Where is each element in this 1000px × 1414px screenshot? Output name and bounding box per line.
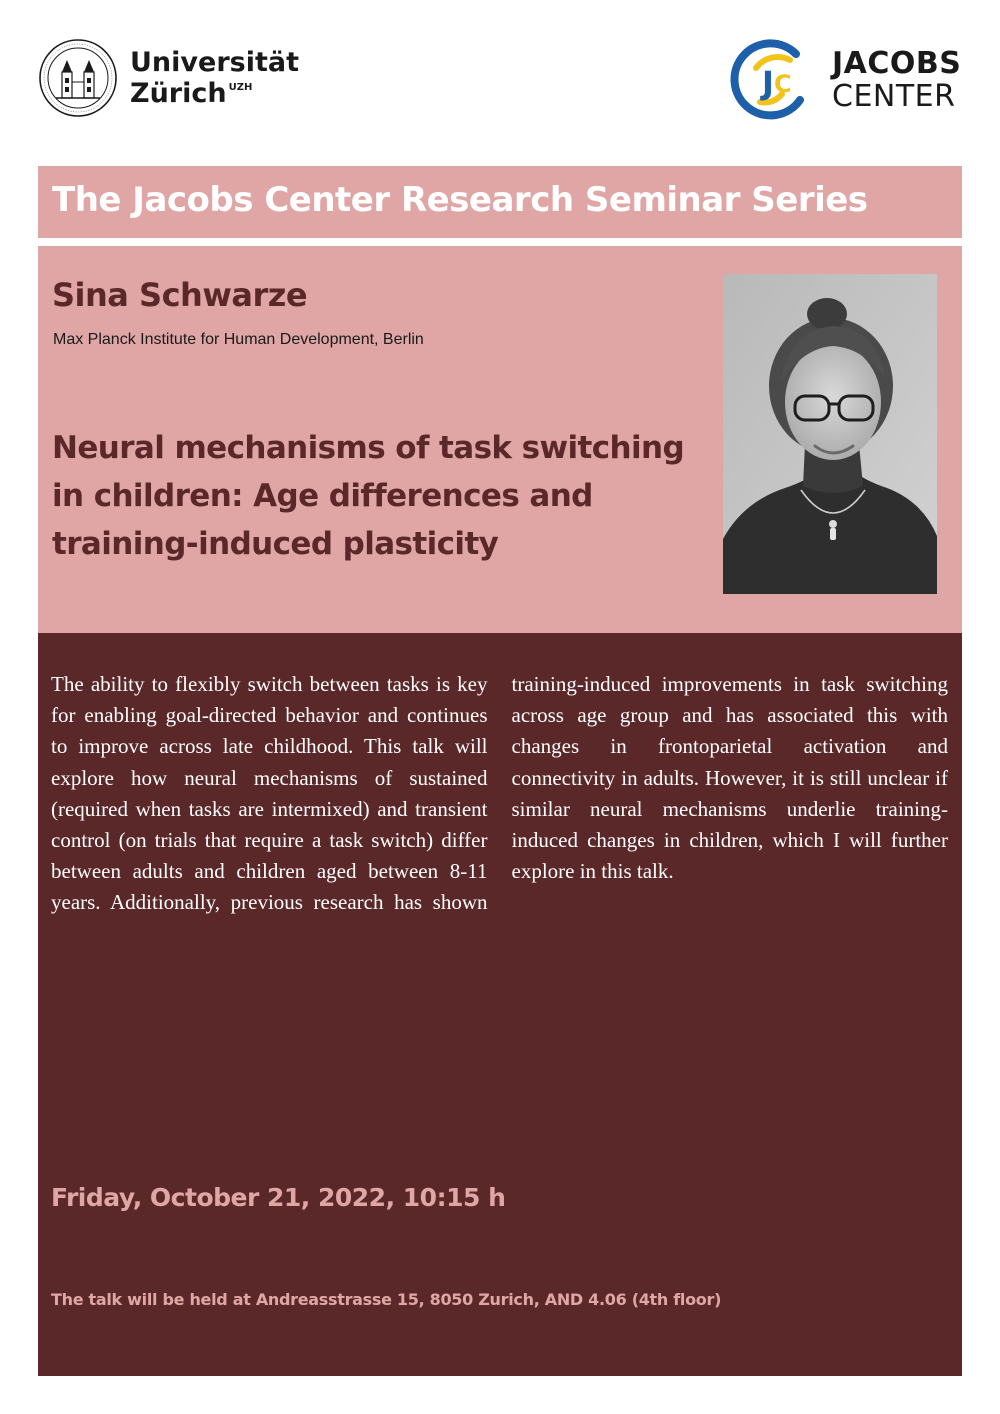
jacobs-center-wordmark-line1: JACOBS (832, 46, 962, 81)
jacobs-center-logo (730, 38, 965, 128)
talk-title: Neural mechanisms of task switching in children: Age differences and training-induced plasticity (52, 430, 685, 562)
svg-text:C: C (774, 70, 792, 98)
uzh-wordmark-line1: Universität (130, 47, 299, 78)
talk-venue: The talk will be held at Andreasstrasse 15, 8050 Zurich, AND 4.06 (4th floor) (51, 1290, 722, 1309)
svg-text:J: J (762, 64, 774, 102)
uzh-wordmark-superscript: UZH (228, 82, 253, 93)
speaker-name: Sina Schwarze (52, 276, 308, 314)
uzh-seal-icon (38, 38, 118, 118)
talk-datetime: Friday, October 21, 2022, 10:15 h (51, 1183, 506, 1212)
uzh-wordmark-line2: Zürich (130, 78, 227, 109)
series-title: The Jacobs Center Research Seminar Series (52, 180, 868, 220)
jacobs-center-wordmark-line2: CENTER (832, 79, 956, 114)
speaker-panel (38, 246, 962, 633)
jacobs-center-mark-icon (730, 38, 816, 124)
uzh-logo (38, 38, 298, 120)
speaker-photo (723, 274, 937, 594)
talk-abstract: The ability to flexibly switch between tasks is key for enabling goal-directed behavior and continues to improve across late childhood. This talk will explore how neural mechanisms of sustained (required when tasks are intermixed) and transient control (on trials that require a task switch) differ between adults and children aged between 8-11 years. Additionally, previous research has shown training-induced improvements in task switching across age group and has associated this with changes in frontoparietal activation and connectivity in adults. However, it is still unclear if similar neural mechanisms underlie training-induced changes in children, which I will further explore in this talk. (51, 672, 948, 915)
jacobs-center-wordmark (832, 48, 961, 114)
talk-details-panel (38, 633, 962, 1376)
speaker-affiliation: Max Planck Institute for Human Development, Berlin (53, 331, 424, 348)
uzh-wordmark (130, 48, 299, 110)
series-banner (38, 166, 962, 238)
